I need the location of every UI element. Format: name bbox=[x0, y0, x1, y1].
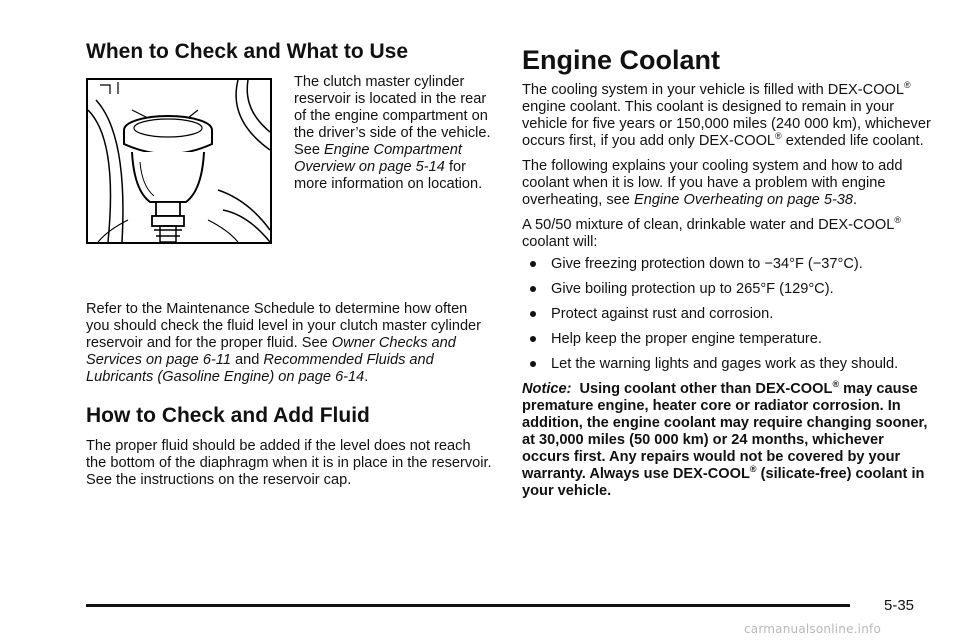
notice-text-3: (silicate-free) coolant in your vehicle. bbox=[522, 466, 925, 499]
maintenance-text-1: Refer to the Maintenance Schedule to determine how often you should check the fluid level in your clutch master cylinder reservoir and for the proper fluid. See bbox=[86, 301, 482, 351]
cooling-system-paragraph bbox=[522, 158, 932, 209]
registered-mark: ® bbox=[775, 131, 782, 141]
list-item bbox=[522, 331, 932, 348]
list-item bbox=[522, 356, 932, 373]
mixture-paragraph bbox=[522, 217, 932, 251]
heading-engine-coolant: Engine Coolant bbox=[522, 45, 720, 75]
coolant-intro-1: The cooling system in your vehicle is filled with DEX-COOL bbox=[522, 82, 905, 98]
coolant-intro-paragraph bbox=[522, 82, 932, 150]
list-item-text: Protect against rust and corrosion. bbox=[551, 306, 774, 322]
reservoir-text-1: The clutch master cylinder reservoir is located in the rear of the engine compartment on the driver’s side of the vehicle. See bbox=[294, 74, 491, 158]
list-item-text: Give boiling protection up to 265°F (129°C). bbox=[551, 281, 834, 297]
registered-mark: ® bbox=[904, 80, 911, 90]
maintenance-paragraph bbox=[86, 301, 494, 386]
coolant-benefits-list bbox=[522, 256, 932, 373]
add-fluid-paragraph: The proper fluid should be added if the level does not reach the bottom of the diaphragm when it is in place in the reservoir. See the instructions on the reservoir cap. bbox=[86, 438, 492, 488]
footer-rule bbox=[86, 604, 850, 607]
registered-mark: ® bbox=[749, 464, 757, 474]
bullet-icon bbox=[530, 361, 536, 367]
list-item-text: Give freezing protection down to −34°F (−37°C). bbox=[551, 256, 863, 272]
coolant-intro-3: extended life coolant. bbox=[781, 133, 924, 149]
reservoir-drawing bbox=[88, 80, 270, 242]
notice-text-1: Using coolant other than DEX-COOL bbox=[579, 381, 833, 397]
reservoir-location-text bbox=[294, 74, 494, 246]
list-item bbox=[522, 256, 932, 273]
mixture-text-2: coolant will: bbox=[522, 234, 598, 250]
figure-row bbox=[86, 74, 494, 246]
notice-label: Notice: bbox=[522, 381, 572, 397]
left-column bbox=[86, 40, 494, 489]
engine-overheating-link[interactable]: Engine Overheating on page 5-38 bbox=[633, 192, 854, 208]
owner-checks-link[interactable]: Owner Checks and Services on page 6-11 bbox=[86, 335, 456, 368]
notice-paragraph bbox=[522, 381, 932, 500]
bullet-icon bbox=[530, 286, 536, 292]
reservoir-text-2: for more information on location. bbox=[294, 159, 483, 192]
notice-text-2: may cause premature engine, heater core or radiator corrosion. In addition, the engine coolant may require changing sooner, at 30,000 miles (50 000 km) or 24 months, whichever occurs first. Any repairs would not be covered by your warranty. Always use DEX-COOL bbox=[522, 381, 928, 482]
engine-compartment-link[interactable]: Engine Compartment Overview on page 5-14 bbox=[294, 142, 462, 175]
list-item bbox=[522, 306, 932, 323]
maintenance-text-2: and bbox=[230, 352, 264, 368]
page-number: 5-35 bbox=[884, 597, 915, 614]
list-item bbox=[522, 281, 932, 298]
bullet-icon bbox=[530, 336, 536, 342]
registered-mark: ® bbox=[894, 215, 901, 225]
reservoir-illustration bbox=[86, 78, 272, 244]
list-item-text: Help keep the proper engine temperature. bbox=[551, 331, 822, 347]
cooling-system-text-1: The following explains your cooling system and how to add coolant when it is low. If you have a problem with engine overheating, see bbox=[522, 158, 903, 208]
recommended-fluids-link[interactable]: Recommended Fluids and Lubricants (Gasoline Engine) on page 6-14 bbox=[86, 352, 434, 385]
bullet-icon bbox=[530, 261, 536, 267]
bullet-icon bbox=[530, 311, 536, 317]
list-item-text: Let the warning lights and gages work as they should. bbox=[551, 356, 899, 372]
watermark: carmanualsonline.info bbox=[744, 622, 881, 636]
coolant-intro-2: engine coolant. This coolant is designed to remain in your vehicle for five years or 150,000 miles (240 000 km), whichever occurs first, if you add only DEX-COOL bbox=[522, 99, 931, 149]
heading-when-to-check: When to Check and What to Use bbox=[86, 40, 409, 63]
cooling-system-text-2: . bbox=[853, 192, 858, 208]
heading-how-to-check: How to Check and Add Fluid bbox=[86, 404, 370, 427]
mixture-text-1: A 50/50 mixture of clean, drinkable water and DEX-COOL bbox=[522, 217, 895, 233]
registered-mark: ® bbox=[832, 379, 840, 389]
maintenance-text-3: . bbox=[364, 369, 369, 385]
right-column bbox=[522, 40, 932, 500]
